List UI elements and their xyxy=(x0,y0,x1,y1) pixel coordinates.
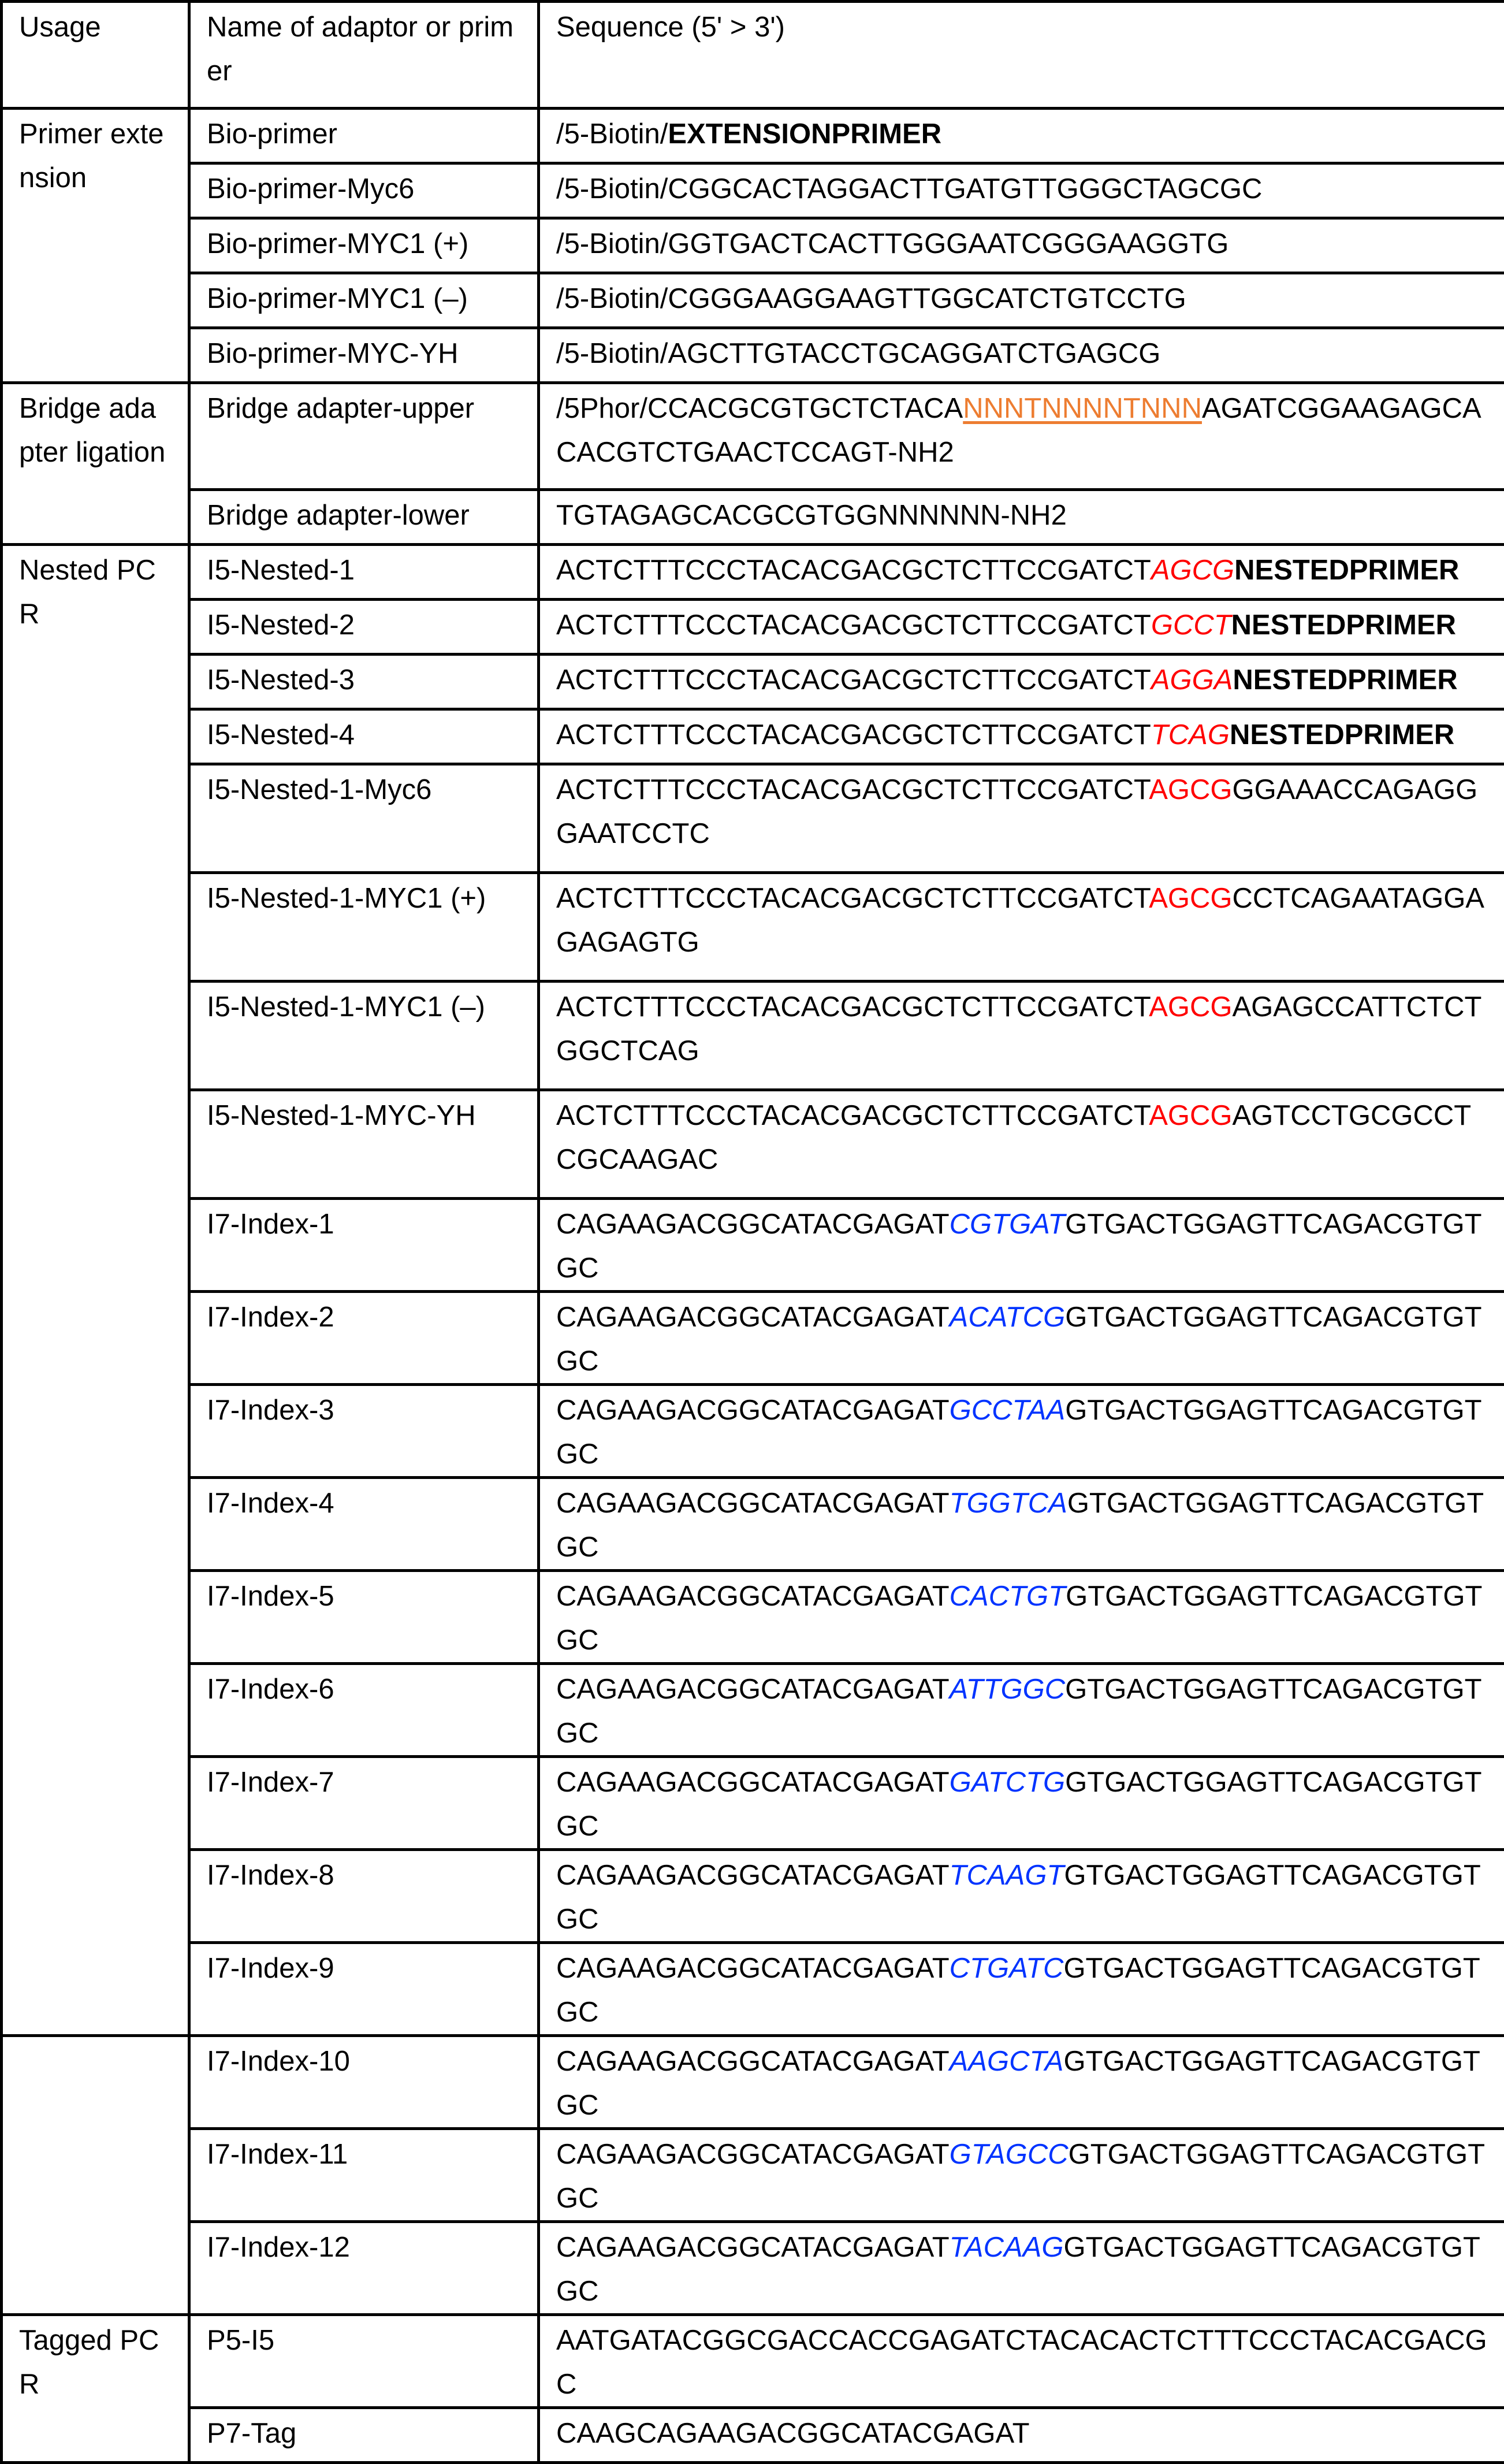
sequence-cell xyxy=(539,1943,1504,2036)
usage-cell: Bridge adapter ligation xyxy=(2,383,189,545)
sequence-cell xyxy=(539,1571,1504,1664)
table-row xyxy=(2,218,1504,273)
primer-name-cell: Bridge adapter-upper xyxy=(189,383,539,490)
sequence-segment: CAGAAGACGGCATACGAGAT xyxy=(556,2046,950,2077)
primer-name-cell: I5-Nested-1-MYC-YH xyxy=(189,1090,539,1199)
table-row xyxy=(2,1571,1504,1664)
sequence-segment: /5-Biotin/CGGCACTAGGACTTGATGTTGGGCTAGCGC xyxy=(556,173,1262,205)
sequence-segment: GTGACTGGAGTTCAGACGTGTGC xyxy=(556,1860,1481,1935)
primer-name-cell: I7-Index-3 xyxy=(189,1385,539,1478)
sequence-segment: CAGAAGACGGCATACGAGAT xyxy=(556,1767,950,1798)
sequence-segment: GGAAACCAGAGGGAATCCTC xyxy=(556,774,1477,849)
sequence-cell xyxy=(539,982,1504,1090)
sequence-segment: /5-Biotin/ xyxy=(556,118,668,150)
sequence-cell xyxy=(539,273,1504,328)
sequence-segment: ACTCTTTCCCTACACGACGCTCTTCCGATCT xyxy=(556,555,1151,586)
sequence-segment: GTGACTGGAGTTCAGACGTGTGC xyxy=(556,2046,1480,2121)
table-row xyxy=(2,1943,1504,2036)
table-row xyxy=(2,490,1504,545)
header-usage: Usage xyxy=(2,2,189,109)
sequence-cell xyxy=(539,2129,1504,2222)
sequence-cell xyxy=(539,1199,1504,1292)
usage-cell: Nested PCR xyxy=(2,545,189,2036)
sequence-highlight: AGCG xyxy=(1149,883,1232,914)
usage-cell: Primer extension xyxy=(2,109,189,383)
sequence-cell xyxy=(539,328,1504,383)
table-row xyxy=(2,2222,1504,2315)
sequence-highlight: AGCG xyxy=(1149,991,1232,1023)
sequence-segment: GTGACTGGAGTTCAGACGTGTGC xyxy=(556,1302,1482,1377)
sequence-segment: ACTCTTTCCCTACACGACGCTCTTCCGATCT xyxy=(556,664,1151,696)
sequence-highlight: TCAAGT xyxy=(950,1860,1064,1891)
primer-name-cell: I7-Index-8 xyxy=(189,1850,539,1943)
sequence-cell xyxy=(539,873,1504,982)
table-row xyxy=(2,2036,1504,2129)
sequence-highlight: ATTGGC xyxy=(950,1674,1066,1705)
primer-name-cell: I7-Index-6 xyxy=(189,1664,539,1757)
table-row xyxy=(2,163,1504,218)
sequence-segment: CAGAAGACGGCATACGAGAT xyxy=(556,1209,950,1240)
primer-name-cell: I7-Index-1 xyxy=(189,1199,539,1292)
sequence-segment: AATGATACGGCGACCACCGAGATCTACACACTCTTTCCCTACACGACGC xyxy=(556,2325,1487,2400)
primer-name-cell: Bio-primer-MYC1 (–) xyxy=(189,273,539,328)
sequence-cell xyxy=(539,2222,1504,2315)
table-row xyxy=(2,709,1504,764)
table-row xyxy=(2,1478,1504,1571)
sequence-segment: CAGAAGACGGCATACGAGAT xyxy=(556,1860,950,1891)
table-row xyxy=(2,273,1504,328)
sequence-cell xyxy=(539,2036,1504,2129)
sequence-segment: CAGAAGACGGCATACGAGAT xyxy=(556,1395,950,1426)
primer-name-cell: I5-Nested-1-MYC1 (–) xyxy=(189,982,539,1090)
table-row xyxy=(2,1199,1504,1292)
sequence-segment: ACTCTTTCCCTACACGACGCTCTTCCGATCT xyxy=(556,719,1151,750)
usage-cell xyxy=(2,2036,189,2315)
header-name: Name of adaptor or primer xyxy=(189,2,539,109)
primer-name-cell: I7-Index-7 xyxy=(189,1757,539,1850)
table-row xyxy=(2,1292,1504,1385)
primer-name-cell: I7-Index-4 xyxy=(189,1478,539,1571)
primer-name-cell: I5-Nested-3 xyxy=(189,655,539,709)
sequence-highlight: ACATCG xyxy=(950,1302,1066,1333)
sequence-segment: TGTAGAGCACGCGTGGNNNNNN-NH2 xyxy=(556,500,1067,531)
primer-name-cell: Bridge adapter-lower xyxy=(189,490,539,545)
sequence-segment: GTGACTGGAGTTCAGACGTGTGC xyxy=(556,1209,1482,1284)
primer-name-cell: I5-Nested-1-Myc6 xyxy=(189,764,539,873)
sequence-highlight: GCCTAA xyxy=(950,1395,1066,1426)
sequence-highlight: GATCTG xyxy=(950,1767,1066,1798)
sequence-segment: ACTCTTTCCCTACACGACGCTCTTCCGATCT xyxy=(556,1100,1149,1131)
sequence-segment: CAGAAGACGGCATACGAGAT xyxy=(556,1674,950,1705)
sequence-segment: ACTCTTTCCCTACACGACGCTCTTCCGATCT xyxy=(556,883,1149,914)
sequence-highlight: TACAAG xyxy=(950,2232,1064,2263)
sequence-segment: CAGAAGACGGCATACGAGAT xyxy=(556,1302,950,1333)
sequence-highlight: GCCT xyxy=(1151,610,1231,641)
table-row xyxy=(2,873,1504,982)
sequence-highlight: AGCG xyxy=(1149,1100,1232,1131)
sequence-cell xyxy=(539,709,1504,764)
sequence-segment: CAAGCAGAAGACGGCATACGAGAT xyxy=(556,2418,1030,2449)
sequence-cell xyxy=(539,2315,1504,2408)
sequence-segment: ACTCTTTCCCTACACGACGCTCTTCCGATCT xyxy=(556,610,1151,641)
primer-name-cell: I7-Index-12 xyxy=(189,2222,539,2315)
table-row xyxy=(2,1090,1504,1199)
sequence-segment: AGATCGGAAGAGCACACGTCTGAACTCCAGT-NH2 xyxy=(556,393,1481,468)
sequence-cell xyxy=(539,545,1504,600)
sequence-highlight: CGTGAT xyxy=(950,1209,1066,1240)
primer-name-cell: I5-Nested-2 xyxy=(189,600,539,655)
sequence-cell xyxy=(539,764,1504,873)
sequence-highlight: TGGTCA xyxy=(950,1488,1067,1519)
table-row xyxy=(2,982,1504,1090)
sequence-highlight: NNNTNNNNTNNN xyxy=(963,393,1202,424)
sequence-cell xyxy=(539,600,1504,655)
primer-name-cell: I7-Index-10 xyxy=(189,2036,539,2129)
usage-cell: Tagged PCR xyxy=(2,2315,189,2463)
sequence-segment: GTGACTGGAGTTCAGACGTGTGC xyxy=(556,2139,1485,2214)
sequence-cell xyxy=(539,1478,1504,1571)
sequence-highlight: NESTEDPRIMER xyxy=(1230,719,1454,750)
primer-name-cell: Bio-primer-MYC1 (+) xyxy=(189,218,539,273)
sequence-cell xyxy=(539,1664,1504,1757)
sequence-segment: /5-Biotin/AGCTTGTACCTGCAGGATCTGAGCG xyxy=(556,338,1160,369)
primer-name-cell: I7-Index-5 xyxy=(189,1571,539,1664)
sequence-segment: CAGAAGACGGCATACGAGAT xyxy=(556,1953,950,1984)
sequence-highlight: AGCG xyxy=(1151,555,1234,586)
sequence-cell xyxy=(539,109,1504,163)
sequence-cell xyxy=(539,2408,1504,2463)
primer-name-cell: I7-Index-9 xyxy=(189,1943,539,2036)
primer-name-cell: Bio-primer-MYC-YH xyxy=(189,328,539,383)
primer-name-cell: I7-Index-11 xyxy=(189,2129,539,2222)
sequence-highlight: NESTEDPRIMER xyxy=(1231,610,1456,641)
sequence-segment: CAGAAGACGGCATACGAGAT xyxy=(556,2232,950,2263)
header-sequence: Sequence (5' > 3') xyxy=(539,2,1504,109)
sequence-highlight: TCAG xyxy=(1151,719,1230,750)
sequence-cell xyxy=(539,1757,1504,1850)
sequence-segment: ACTCTTTCCCTACACGACGCTCTTCCGATCT xyxy=(556,774,1149,805)
sequence-segment: GTGACTGGAGTTCAGACGTGTGC xyxy=(556,1767,1482,1842)
table-row xyxy=(2,1757,1504,1850)
table-row xyxy=(2,109,1504,163)
table-row xyxy=(2,383,1504,490)
primer-name-cell: P5-I5 xyxy=(189,2315,539,2408)
sequence-segment: AGTCCTGCGCCTCGCAAGAC xyxy=(556,1100,1471,1175)
table-row xyxy=(2,655,1504,709)
primer-name-cell: I5-Nested-1-MYC1 (+) xyxy=(189,873,539,982)
table-row xyxy=(2,2315,1504,2408)
table-row xyxy=(2,764,1504,873)
table-row xyxy=(2,1850,1504,1943)
table-row xyxy=(2,2129,1504,2222)
sequence-highlight: CTGATC xyxy=(950,1953,1064,1984)
primer-name-cell: P7-Tag xyxy=(189,2408,539,2463)
table-row xyxy=(2,600,1504,655)
sequence-cell xyxy=(539,655,1504,709)
table-row xyxy=(2,545,1504,600)
sequence-cell xyxy=(539,163,1504,218)
table-row xyxy=(2,1664,1504,1757)
sequence-segment: AGAGCCATTCTCTGGCTCAG xyxy=(556,991,1481,1066)
sequence-segment: CAGAAGACGGCATACGAGAT xyxy=(556,1488,950,1519)
table-row xyxy=(2,1385,1504,1478)
sequence-cell xyxy=(539,1385,1504,1478)
sequence-segment: GTGACTGGAGTTCAGACGTGTGC xyxy=(556,2232,1480,2307)
table-row xyxy=(2,2408,1504,2463)
primer-name-cell: I7-Index-2 xyxy=(189,1292,539,1385)
sequence-segment: GTGACTGGAGTTCAGACGTGTGC xyxy=(556,1674,1482,1749)
header-row xyxy=(2,2,1504,109)
primer-name-cell: Bio-primer-Myc6 xyxy=(189,163,539,218)
sequence-cell xyxy=(539,490,1504,545)
sequence-highlight: AGGA xyxy=(1151,664,1233,696)
sequence-cell xyxy=(539,218,1504,273)
sequence-highlight: NESTEDPRIMER xyxy=(1233,664,1457,696)
sequence-segment: /5Phor/CCACGCGTGCTCTACA xyxy=(556,393,963,424)
sequence-segment: GTGACTGGAGTTCAGACGTGTGC xyxy=(556,1395,1482,1470)
sequence-segment: CCTCAGAATAGGAGAGAGTG xyxy=(556,883,1484,958)
sequence-cell xyxy=(539,1090,1504,1199)
sequence-segment: GTGACTGGAGTTCAGACGTGTGC xyxy=(556,1953,1480,2028)
primer-name-cell: Bio-primer xyxy=(189,109,539,163)
sequence-segment: ACTCTTTCCCTACACGACGCTCTTCCGATCT xyxy=(556,991,1149,1023)
sequence-highlight: EXTENSIONPRIMER xyxy=(668,118,941,150)
sequence-highlight: CACTGT xyxy=(950,1581,1066,1612)
sequence-highlight: NESTEDPRIMER xyxy=(1234,555,1459,586)
sequence-segment: /5-Biotin/GGTGACTCACTTGGGAATCGGGAAGGTG xyxy=(556,228,1228,259)
primer-name-cell: I5-Nested-1 xyxy=(189,545,539,600)
sequence-highlight: GTAGCC xyxy=(950,2139,1069,2170)
sequence-segment: CAGAAGACGGCATACGAGAT xyxy=(556,1581,950,1612)
table-row xyxy=(2,328,1504,383)
sequence-segment: GTGACTGGAGTTCAGACGTGTGC xyxy=(556,1488,1484,1563)
sequence-cell xyxy=(539,1292,1504,1385)
sequence-highlight: AGCG xyxy=(1149,774,1232,805)
primer-name-cell: I5-Nested-4 xyxy=(189,709,539,764)
sequence-segment: GTGACTGGAGTTCAGACGTGTGC xyxy=(556,1581,1482,1656)
sequence-segment: /5-Biotin/CGGGAAGGAAGTTGGCATCTGTCCTG xyxy=(556,283,1186,314)
sequence-segment: CAGAAGACGGCATACGAGAT xyxy=(556,2139,950,2170)
sequence-highlight: AAGCTA xyxy=(950,2046,1064,2077)
sequence-cell xyxy=(539,1850,1504,1943)
sequence-cell xyxy=(539,383,1504,490)
